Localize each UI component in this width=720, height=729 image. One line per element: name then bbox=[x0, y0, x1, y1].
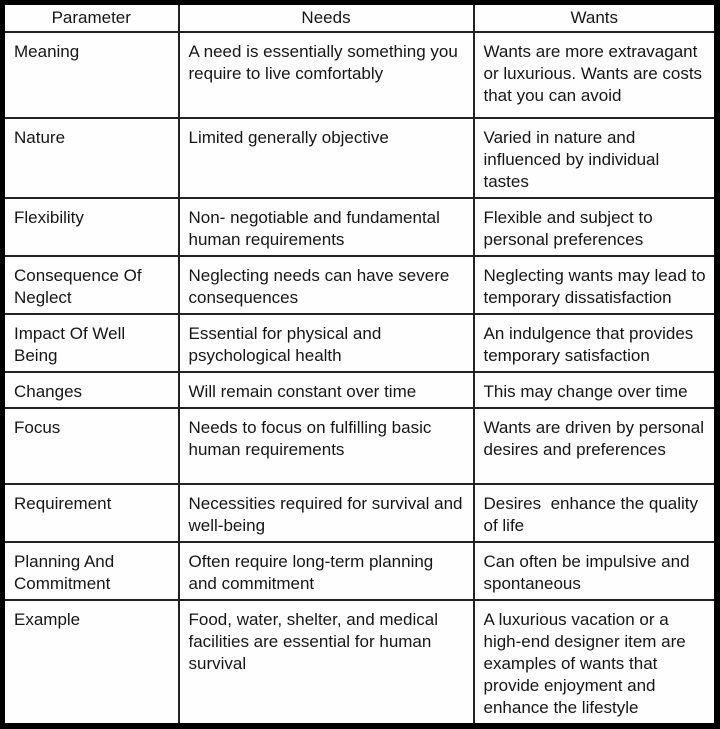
cell-parameter: Impact Of Well Being bbox=[3, 314, 179, 372]
cell-parameter: Example bbox=[3, 600, 179, 726]
table-row bbox=[3, 118, 718, 198]
cell-needs: Will remain constant over time bbox=[179, 372, 474, 408]
table-row bbox=[3, 198, 718, 256]
cell-parameter: Planning And Commitment bbox=[3, 542, 179, 600]
column-header-needs: Needs bbox=[179, 3, 474, 33]
cell-needs: Needs to focus on fulfilling basic human requirements bbox=[179, 408, 474, 484]
cell-wants: Can often be impulsive and spontaneous bbox=[474, 542, 718, 600]
cell-needs: Limited generally objective bbox=[179, 118, 474, 198]
column-header-wants: Wants bbox=[474, 3, 718, 33]
cell-parameter: Nature bbox=[3, 118, 179, 198]
cell-wants: This may change over time bbox=[474, 372, 718, 408]
table-body bbox=[3, 32, 718, 726]
cell-needs: A need is essentially something you require to live comfortably bbox=[179, 32, 474, 118]
column-header-parameter: Parameter bbox=[3, 3, 179, 33]
cell-parameter: Meaning bbox=[3, 32, 179, 118]
cell-needs: Non- negotiable and fundamental human requirements bbox=[179, 198, 474, 256]
cell-wants: Desires enhance the quality of life bbox=[474, 484, 718, 542]
cell-needs: Neglecting needs can have severe consequences bbox=[179, 256, 474, 314]
cell-parameter: Flexibility bbox=[3, 198, 179, 256]
cell-needs: Often require long-term planning and commitment bbox=[179, 542, 474, 600]
cell-wants: An indulgence that provides temporary satisfaction bbox=[474, 314, 718, 372]
table-header-row bbox=[3, 3, 718, 33]
cell-wants: Varied in nature and influenced by individual tastes bbox=[474, 118, 718, 198]
cell-wants: Wants are more extravagant or luxurious. Wants are costs that you can avoid bbox=[474, 32, 718, 118]
table-row bbox=[3, 408, 718, 484]
cell-wants: Flexible and subject to personal preferences bbox=[474, 198, 718, 256]
cell-wants: Neglecting wants may lead to temporary dissatisfaction bbox=[474, 256, 718, 314]
table-row bbox=[3, 372, 718, 408]
cell-parameter: Changes bbox=[3, 372, 179, 408]
cell-parameter: Consequence Of Neglect bbox=[3, 256, 179, 314]
cell-parameter: Focus bbox=[3, 408, 179, 484]
table-row bbox=[3, 314, 718, 372]
cell-wants: A luxurious vacation or a high-end designer item are examples of wants that provide enjoyment and enhance the lifestyle bbox=[474, 600, 718, 726]
cell-parameter: Requirement bbox=[3, 484, 179, 542]
cell-needs: Essential for physical and psychological health bbox=[179, 314, 474, 372]
cell-needs: Necessities required for survival and well-being bbox=[179, 484, 474, 542]
cell-needs: Food, water, shelter, and medical facilities are essential for human survival bbox=[179, 600, 474, 726]
table-row bbox=[3, 600, 718, 726]
table-row bbox=[3, 484, 718, 542]
table-row bbox=[3, 32, 718, 118]
table-row bbox=[3, 256, 718, 314]
table-row bbox=[3, 542, 718, 600]
cell-wants: Wants are driven by personal desires and preferences bbox=[474, 408, 718, 484]
